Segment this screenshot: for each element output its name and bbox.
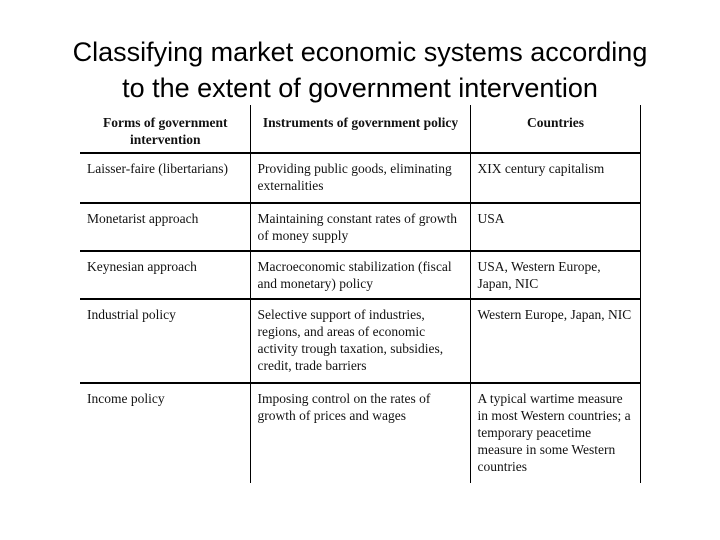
cell-form: Laisser-faire (libertarians) [80,153,250,203]
cell-form: Monetarist approach [80,203,250,251]
cell-instruments: Imposing control on the rates of growth of prices and wages [250,383,470,483]
slide-title-line-2: to the extent of government intervention [122,73,598,103]
cell-countries: USA, Western Europe, Japan, NIC [470,251,640,299]
cell-countries: Western Europe, Japan, NIC [470,299,640,383]
table-row [80,251,640,299]
slide-title-line-1: Classifying market economic systems according [72,37,648,67]
cell-form: Keynesian approach [80,251,250,299]
classification-table-container [80,105,640,483]
cell-instruments: Selective support of industries, regions, and areas of economic activity trough taxation, subsidies, credit, trade barriers [250,299,470,383]
table-row [80,383,640,483]
column-header-countries: Countries [470,105,640,153]
cell-countries: A typical wartime measure in most Western countries; a temporary peacetime measure in some Western countries [470,383,640,483]
table-row [80,203,640,251]
column-header-forms: Forms of government intervention [80,105,250,153]
column-header-instruments: Instruments of government policy [250,105,470,153]
slide-title [0,34,720,106]
cell-form: Industrial policy [80,299,250,383]
cell-instruments: Maintaining constant rates of growth of money supply [250,203,470,251]
cell-countries: USA [470,203,640,251]
cell-instruments: Macroeconomic stabilization (fiscal and monetary) policy [250,251,470,299]
cell-form: Income policy [80,383,250,483]
classification-table [80,105,641,483]
table-row [80,153,640,203]
table-row [80,299,640,383]
cell-countries: XIX century capitalism [470,153,640,203]
table-header-row [80,105,640,153]
cell-instruments: Providing public goods, eliminating externalities [250,153,470,203]
